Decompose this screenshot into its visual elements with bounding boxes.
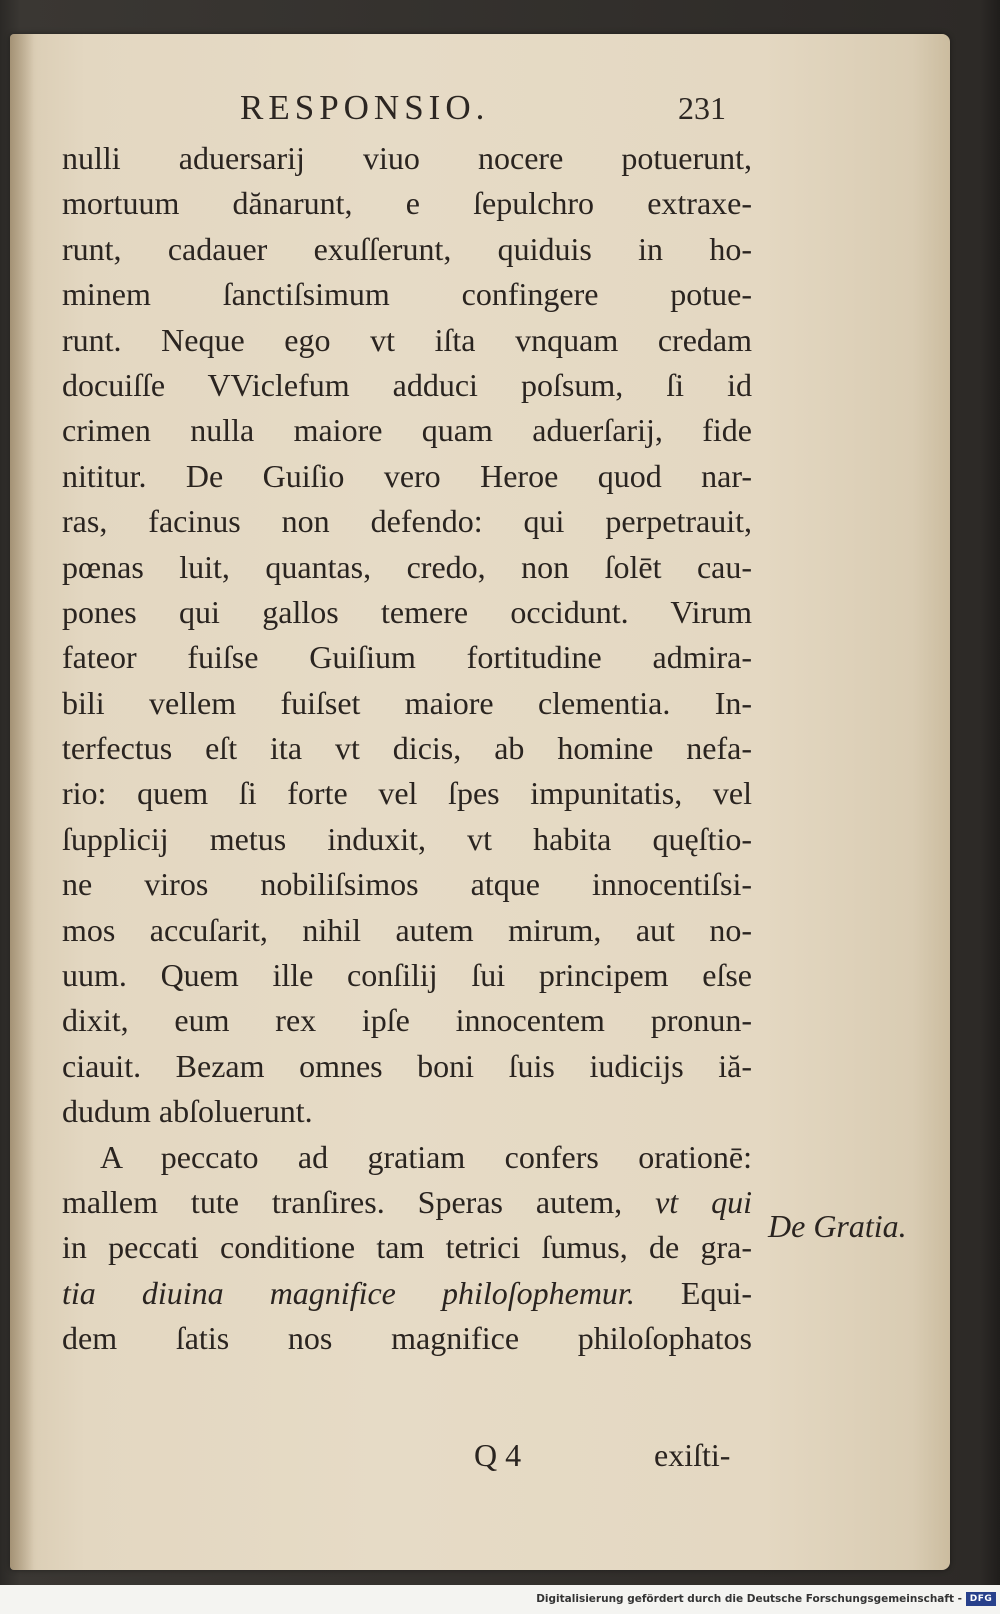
text-line: ciauit. Bezam omnes boni ſuis iudicijs iă- — [62, 1047, 752, 1084]
paragraph-2-line-5: dem ſatis nos magnifice philoſophatos — [62, 1320, 752, 1357]
text-line: dudum abſoluerunt. — [62, 1093, 313, 1130]
text-line: minem ſanctiſsimum confingere potue- — [62, 276, 752, 313]
text-line: crimen nulla maiore quam aduerſarij, fide — [62, 412, 752, 449]
text-line: terfectus eſt ita vt dicis, ab homine nefa- — [62, 730, 752, 767]
margin-note: De Gratia. — [768, 1208, 907, 1244]
text-line: runt, cadauer exuſſerunt, quiduis in ho- — [62, 230, 752, 267]
roman-text: Equi- — [680, 1274, 752, 1311]
text-line: pones qui gallos temere occidunt. Virum — [62, 593, 752, 630]
running-head: RESPONSIO. — [240, 88, 490, 127]
text-line: docuiſſe VViclefum adduci poſsum, ſi id — [62, 366, 752, 403]
paragraph-2-line-3: in peccati conditione tam tetrici ſumus, de gra- — [62, 1229, 752, 1266]
text-line: nulli aduersarij viuo nocere potuerunt, — [62, 140, 752, 176]
catchword: exiſti- — [654, 1437, 731, 1473]
italic-quote: vt qui — [655, 1183, 752, 1220]
text-line: ras, facinus non defendo: qui perpetrauit, — [62, 503, 752, 540]
text-line: ſupplicij metus induxit, vt habita quęſtio- — [62, 820, 752, 857]
text-line: mos accuſarit, nihil autem mirum, aut no- — [62, 911, 752, 948]
text-line: fateor fuiſse Guiſium fortitudine admira- — [62, 639, 752, 676]
paragraph-2-line-2 — [62, 1180, 752, 1225]
page-number: 231 — [678, 90, 726, 126]
roman-text: mallem tute tranſires. Speras autem, — [62, 1183, 656, 1220]
text-line: mortuum dănarunt, e ſepulchro extraxe- — [62, 185, 752, 222]
text-line: nititur. De Guiſio vero Heroe quod nar- — [62, 457, 752, 494]
dfg-logo: DFG — [966, 1592, 996, 1606]
text-line: pœnas luit, quantas, credo, non ſolēt cau- — [62, 548, 752, 585]
main-text-block — [62, 136, 752, 1362]
signature-mark: Q 4 — [474, 1437, 522, 1473]
paragraph-2-line-4 — [62, 1271, 752, 1316]
italic-quote: tia diuina magnifice philoſophemur. — [62, 1274, 681, 1311]
text-line: uum. Quem ille conſilij ſui principem eſse — [62, 957, 752, 994]
text-line: rio: quem ſi forte vel ſpes impunitatis, vel — [62, 775, 752, 812]
book-page — [10, 34, 950, 1570]
text-line: runt. Neque ego vt iſta vnquam credam — [62, 321, 752, 358]
page-gutter — [10, 34, 34, 1570]
catchline — [62, 1437, 752, 1482]
funding-credit: Digitalisierung gefördert durch die Deutsche Forschungsgemeinschaft - — [536, 1593, 962, 1605]
paragraph-2-line-1: A peccato ad gratiam confers orationē: — [100, 1138, 752, 1175]
footer-bar — [0, 1590, 1000, 1614]
text-line: dixit, eum rex ipſe innocentem pronun- — [62, 1002, 752, 1039]
text-line: ne viros nobiliſsimos atque innocentiſsi- — [62, 866, 752, 903]
text-line: bili vellem fuiſset maiore clementia. In- — [62, 684, 752, 721]
